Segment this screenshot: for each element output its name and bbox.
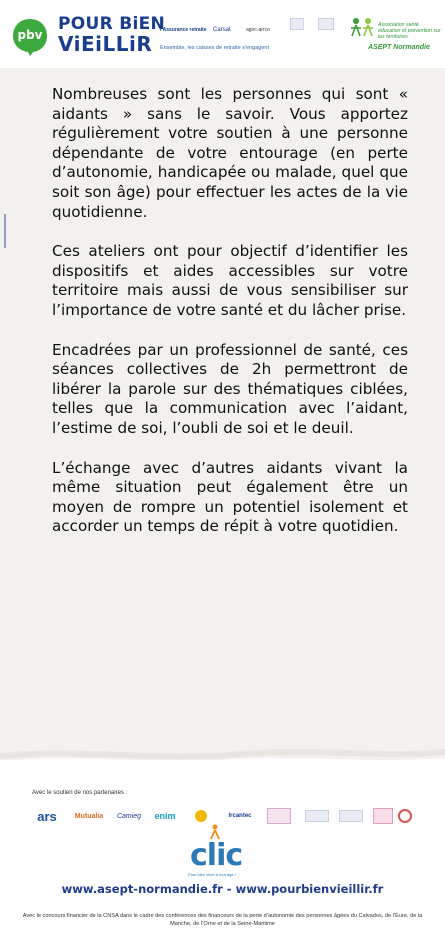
- partner-logo-carsat: Carsat: [213, 27, 231, 33]
- body-text: [52, 85, 408, 557]
- asept-subtitle: Association santé éducation et prévention sur les territoires: [378, 22, 441, 40]
- clic-name: clic: [190, 838, 243, 873]
- partner-logo-regime: [318, 18, 340, 36]
- brand-tagline: Ensemble, les caisses de retraite s'engagent: [160, 45, 269, 51]
- brand-title-line1: POUR BiEN: [58, 14, 166, 34]
- partner-logo-5: [302, 804, 332, 828]
- partner-logo-ircantec: Ircantec: [228, 813, 252, 819]
- partner-logo-mutualia: Mutualia: [74, 812, 104, 820]
- circle-logo-icon: [398, 809, 412, 823]
- clic-subtitle: Pour bien vivre à tout âge !: [188, 872, 236, 877]
- pbv-logo-icon: [12, 18, 48, 56]
- partner-logo-assurance-retraite: l'Assurance retraite: [160, 27, 207, 33]
- partner-logo-6: [336, 804, 366, 828]
- partner-logo-mutuelle: [264, 804, 294, 828]
- website-urls[interactable]: www.asept-normandie.fr - www.pourbienvieillir.fr: [61, 882, 384, 896]
- support-label: Avec le soutien de nos partenaires :: [32, 790, 128, 796]
- left-edge-mark: [4, 214, 6, 248]
- paragraph-seances: Encadrées par un professionnel de santé, ces séances collectives de 2h permettront de libérer la parole sur des thématiques ciblées, telles que la communication avec l’aidant, l’estime de soi, l’oubli de soi et le deuil.: [52, 340, 408, 437]
- partner-logo-enim: enim: [154, 811, 176, 821]
- header: [0, 0, 445, 68]
- partner-logo-camieg: Camieg: [116, 812, 142, 820]
- partner-logo-7: [370, 804, 396, 828]
- partner-logo-ars: ars: [37, 808, 57, 824]
- asept-figures-icon: [348, 14, 378, 44]
- paragraph-objectif: Ces ateliers ont pour objectif d’identifier les dispositifs et aides accessibles sur votre territoire mais aussi de vous sensibiliser sur l’importance de votre santé et du lâcher prise.: [52, 242, 408, 319]
- paragraph-aidants: Nombreuses sont les personnes qui sont « aidants » sans le savoir. Vous apportez régulièrement votre soutien à une personne dépendante de votre entourage (en perte d’autonomie, handicapée ou malade, quel que soit son âge) pour effectuer les actes de la vie quotidienne.: [52, 85, 408, 221]
- partner-logo-agirc-arrco: agirc-arrco: [246, 27, 270, 33]
- logo-initials: pbv: [17, 28, 43, 42]
- partner-logo-8: [398, 804, 412, 828]
- funding-credit: Avec le concours financier de la CNSA dans le cadre des conférences des financeurs de la perte d’autonomie des personnes âgées du Calvados, de l’Eure, de la Manche, de l’Orne et de la Seine-Maritime: [22, 913, 423, 927]
- sun-icon: [191, 806, 211, 826]
- clic-logo: [180, 828, 260, 878]
- partner-logo-msa: [290, 18, 312, 36]
- paragraph-echange: L’échange avec d’autres aidants vivant la même situation peut également être un moyen de rompre un potentiel isolement et accorder un temps de répit à votre quotidien.: [52, 458, 408, 536]
- asept-name: ASEPT Normandie: [368, 44, 430, 51]
- brand-title-line2: ViEiLLiR: [58, 32, 153, 56]
